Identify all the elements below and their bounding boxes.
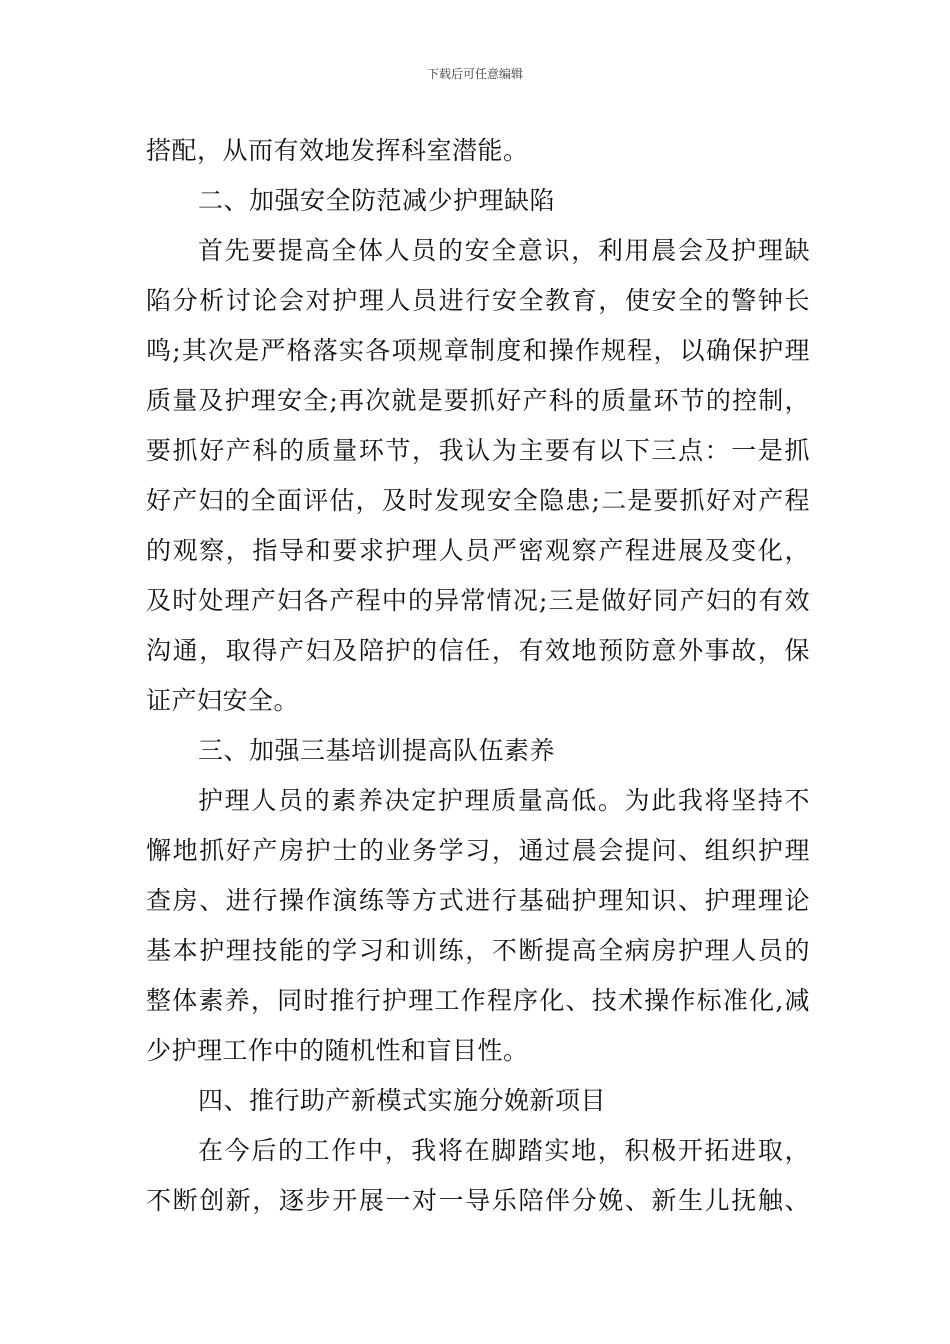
text-line: 基本护理技能的学习和训练，不断提高全病房护理人员的 <box>146 936 810 965</box>
text-line: 在今后的工作中，我将在脚踏实地，积极开拓进取， <box>198 1136 810 1165</box>
text-line: 陷分析讨论会对护理人员进行安全教育，使安全的警钟长 <box>146 286 810 315</box>
document-body <box>146 126 810 1226</box>
text-line: 四、推行助产新模式实施分娩新项目 <box>198 1086 607 1115</box>
text-line: 及时处理产妇各产程中的异常情况;三是做好同产妇的有效 <box>146 586 810 615</box>
text-line: 懈地抓好产房护士的业务学习，通过晨会提问、组织护理 <box>146 836 810 865</box>
text-line: 要抓好产科的质量环节，我认为主要有以下三点：一是抓 <box>146 436 810 465</box>
text-line: 整体素养，同时推行护理工作程序化、技术操作标准化,减 <box>146 986 810 1015</box>
text-line: 证产妇安全。 <box>146 686 300 715</box>
text-line: 质量及护理安全;再次就是要抓好产科的质量环节的控制， <box>146 386 810 415</box>
text-line: 首先要提高全体人员的安全意识，利用晨会及护理缺 <box>198 236 810 265</box>
text-line: 好产妇的全面评估，及时发现安全隐患;二是要抓好对产程 <box>146 486 810 515</box>
text-line: 不断创新，逐步开展一对一导乐陪伴分娩、新生儿抚触、 <box>146 1186 810 1215</box>
page-header-note: 下载后可任意编辑 <box>426 67 523 81</box>
text-line: 查房、进行操作演练等方式进行基础护理知识、护理理论 <box>146 886 810 915</box>
text-line: 的观察，指导和要求护理人员严密观察产程进展及变化， <box>146 536 810 565</box>
text-line: 沟通，取得产妇及陪护的信任，有效地预防意外事故，保 <box>146 636 810 665</box>
text-line: 三、加强三基培训提高队伍素养 <box>198 736 556 765</box>
text-line: 少护理工作中的随机性和盲目性。 <box>146 1036 529 1065</box>
text-line: 二、加强安全防范减少护理缺陷 <box>198 186 556 215</box>
text-line: 鸣;其次是严格落实各项规章制度和操作规程，以确保护理 <box>146 336 810 365</box>
text-line: 搭配，从而有效地发挥科室潜能。 <box>146 136 529 165</box>
text-line: 护理人员的素养决定护理质量高低。为此我将坚持不 <box>198 786 810 815</box>
